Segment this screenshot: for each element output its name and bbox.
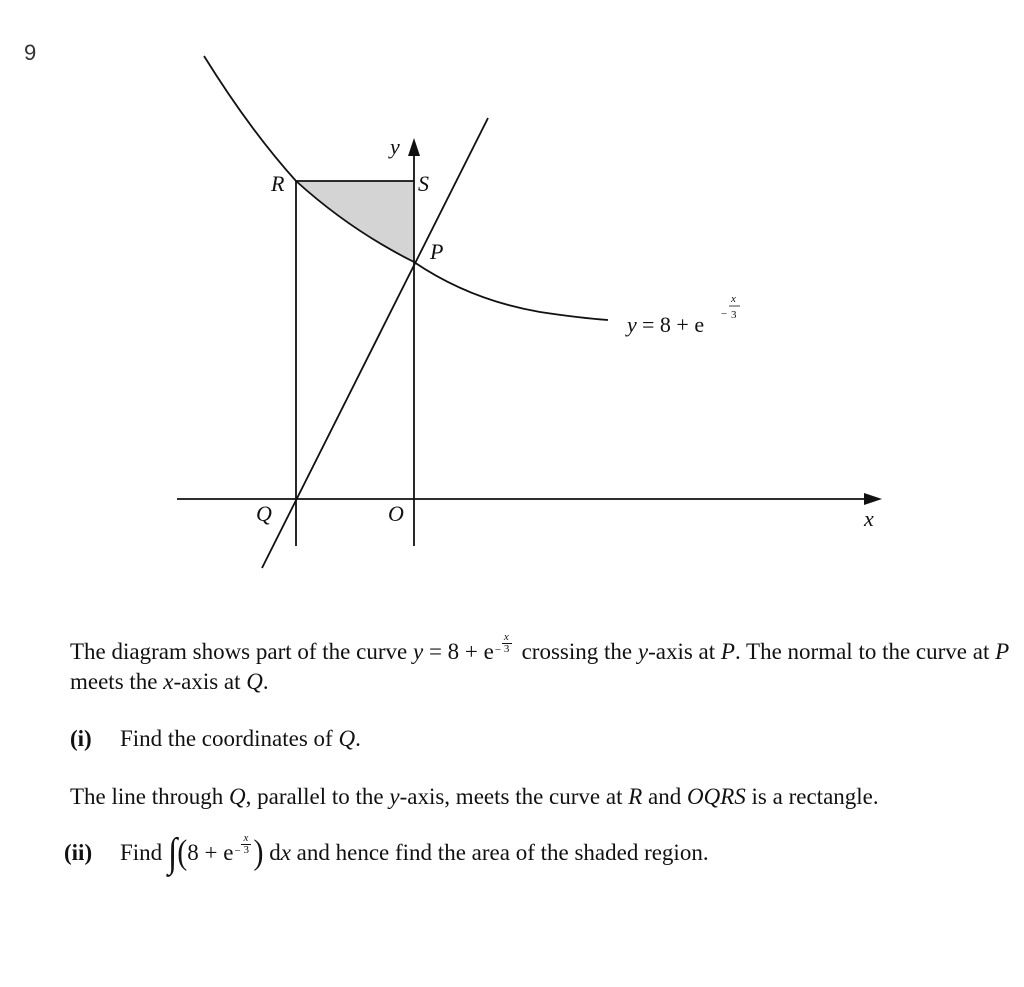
middle-text-3: -axis, meets the curve at xyxy=(399,784,629,809)
question-number: 9 xyxy=(24,40,37,65)
label-q: Q xyxy=(256,501,272,526)
label-p: P xyxy=(430,239,444,264)
intro-text-5: meets the xyxy=(70,669,164,694)
middle-q: Q xyxy=(229,784,246,809)
curve-eq-exp-den: 3 xyxy=(731,309,737,321)
part-ii-exponent xyxy=(233,832,253,860)
curve-eq-mid: = 8 + e xyxy=(642,312,705,337)
middle-y: y xyxy=(389,784,400,809)
part-ii-dx: d xyxy=(269,840,281,865)
intro-x: x xyxy=(163,669,174,694)
part-i-end: . xyxy=(355,726,361,751)
right-paren: ) xyxy=(253,833,264,872)
intro-eq-mid: = 8 + e xyxy=(423,639,494,664)
part-ii-exp-num: x xyxy=(243,832,249,844)
intro-q: Q xyxy=(246,669,263,694)
part-i xyxy=(70,724,361,754)
intro-text-4: . The normal to the curve at xyxy=(734,639,996,664)
label-y-axis: y xyxy=(390,134,400,159)
intro-text-1: The diagram shows part of the curve xyxy=(70,639,413,664)
curve-equation xyxy=(625,293,740,337)
label-x-axis: x xyxy=(864,506,874,531)
y-axis-arrow xyxy=(408,138,420,156)
intro-text-2: crossing the xyxy=(515,639,638,664)
intro-eq-exponent xyxy=(494,631,516,659)
middle-r: R xyxy=(628,784,643,809)
intro-paragraph xyxy=(70,631,1010,697)
part-ii-label: (ii) xyxy=(64,840,93,865)
part-i-q: Q xyxy=(338,726,356,751)
part-ii-integrand: 8 + e xyxy=(187,840,234,865)
intro-text-7: . xyxy=(262,669,269,694)
intro-p2: P xyxy=(995,639,1010,664)
part-ii xyxy=(64,831,709,876)
middle-text-4: and xyxy=(642,784,688,809)
intro-eq-lhs: y xyxy=(412,639,424,664)
intro-p: P xyxy=(720,639,735,664)
middle-text-1: The line through xyxy=(70,784,230,809)
intro-exp-den: 3 xyxy=(503,643,510,655)
middle-text-2: , parallel to the xyxy=(245,784,390,809)
part-i-label: (i) xyxy=(70,726,92,751)
curve-eq-exp-sign: − xyxy=(721,308,728,320)
label-s: S xyxy=(418,171,429,196)
part-ii-find: Find xyxy=(120,840,168,865)
intro-text-3: -axis at xyxy=(648,639,721,664)
curve-eq-lhs: y xyxy=(627,312,637,337)
left-paren: ( xyxy=(177,833,188,872)
shaded-region xyxy=(296,181,414,262)
part-ii-rest: and hence find the area of the shaded region. xyxy=(290,840,709,865)
part-i-text: Find the coordinates of xyxy=(120,726,339,751)
intro-text-6: -axis at xyxy=(173,669,247,694)
intro-exp-sign: − xyxy=(494,644,502,656)
intro-exp-num: x xyxy=(503,631,509,643)
label-r: R xyxy=(271,171,285,196)
label-o: O xyxy=(388,501,404,526)
integral-sign: ∫ xyxy=(167,831,178,876)
part-ii-exp-den: 3 xyxy=(243,844,249,856)
middle-paragraph xyxy=(70,782,1010,812)
curve-eq-exp-num: x xyxy=(731,293,736,305)
middle-text-5: is a rectangle. xyxy=(745,784,879,809)
part-ii-dx-var: x xyxy=(280,840,291,865)
part-ii-exp-sign: − xyxy=(234,845,241,857)
x-axis-arrow xyxy=(864,493,882,505)
middle-oqrs: OQRS xyxy=(687,784,746,809)
intro-y: y xyxy=(637,639,649,664)
